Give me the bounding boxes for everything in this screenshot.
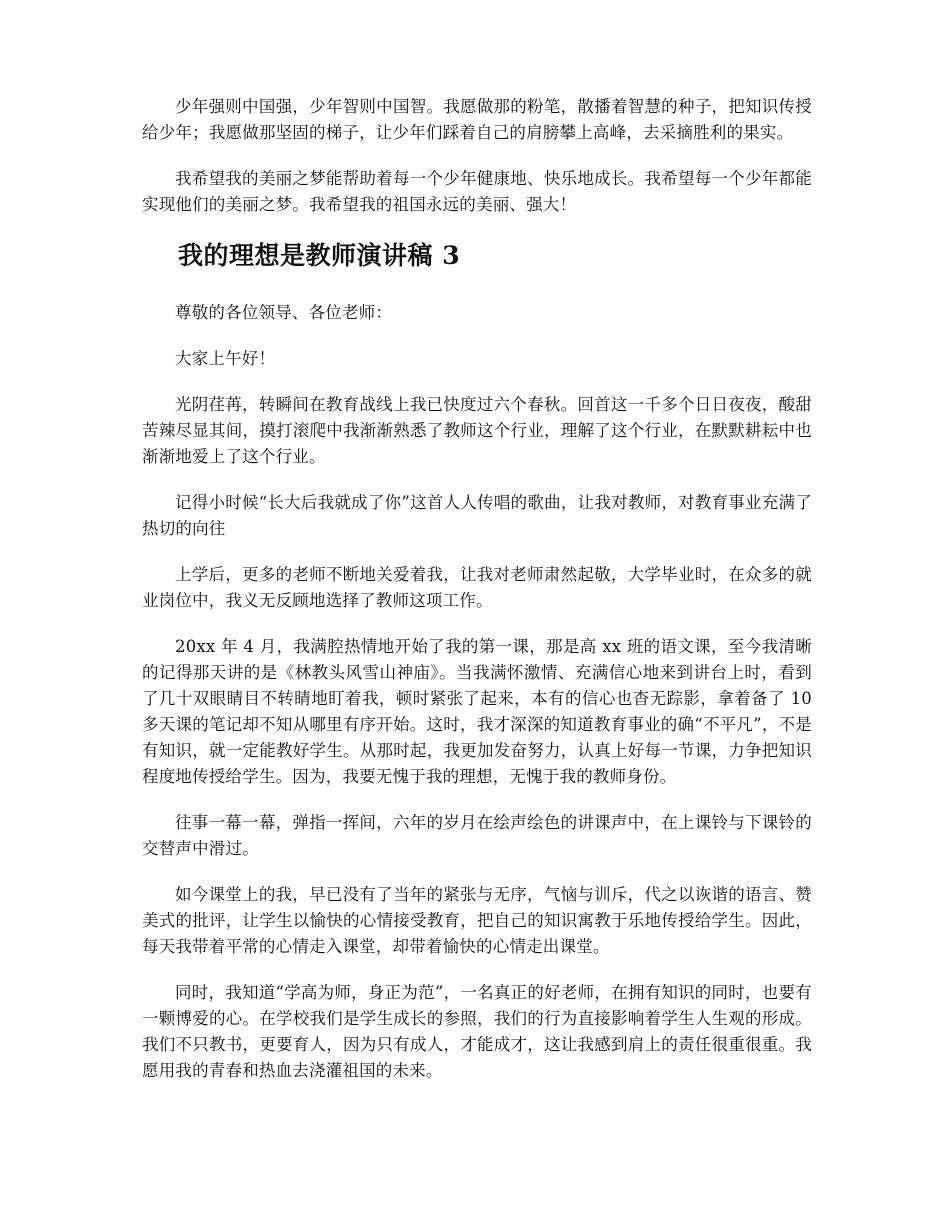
body-paragraph-5: 往事一幕一幕，弹指一挥间，六年的岁月在绘声绘色的讲课声中，在上课铃与下课铃的交替声中滑过。 xyxy=(142,813,812,858)
intro-paragraph-2: 我希望我的美丽之梦能帮助着每一个少年健康地、快乐地成长。我希望每一个少年都能实现他们的美丽之梦。我希望我的祖国永远的美丽、强大！ xyxy=(142,169,812,214)
section-title: 我的理想是教师演讲稿 3 xyxy=(178,241,461,270)
body-paragraph-3: 上学后，更多的老师不断地关爱着我，让我对老师肃然起敬，大学毕业时，在众多的就业岗位中，我义无反顾地选择了教师这项工作。 xyxy=(142,565,812,610)
body-paragraph-7: 同时，我知道“学高为师，身正为范”，一名真正的好老师，在拥有知识的同时，也要有一颗博爱的心。在学校我们是学生成长的参照，我们的行为直接影响着学生人生观的形成。我们不只教书，更要育人，因为只有成人，才能成才，这让我感到肩上的责任很重很重。我愿用我的青春和热血去浇灌祖国的未来。 xyxy=(142,983,812,1080)
body-paragraph-1: 光阴荏苒，转瞬间在教育战线上我已快度过六个春秋。回首这一千多个日日夜夜，酸甜苦辣尽显其间，摸打滚爬中我渐渐熟悉了教师这个行业，理解了这个行业，在默默耕耘中也渐渐地爱上了这个行业。 xyxy=(142,395,812,466)
body-paragraph-6: 如今课堂上的我，早已没有了当年的紧张与无序，气恼与训斥，代之以诙谐的语言、赞美式的批评，让学生以愉快的心情接受教育，把自己的知识寓教于乐地传授给学生。因此，每天我带着平常的心情走入课堂，却带着愉快的心情走出课堂。 xyxy=(142,885,812,956)
document-page xyxy=(142,94,812,1104)
intro-paragraph-1: 少年强则中国强，少年智则中国智。我愿做那的粉笔，散播着智慧的种子，把知识传授给少年；我愿做那坚固的梯子，让少年们踩着自己的肩膀攀上高峰，去采摘胜利的果实。 xyxy=(142,97,812,142)
greeting-paragraph: 大家上午好！ xyxy=(175,349,276,368)
body-paragraph-2: 记得小时候“长大后我就成了你”这首人人传唱的歌曲，让我对教师，对教育事业充满了热切的向往 xyxy=(142,493,812,538)
salutation-paragraph: 尊敬的各位领导、各位老师： xyxy=(175,303,393,322)
body-paragraph-4: 20xx 年 4 月，我满腔热情地开始了我的第一课，那是高 xx 班的语文课，至今我清晰的记得那天讲的是《林教头风雪山神庙》。当我满怀激情、充满信心地来到讲台上时，看到了几十双眼睛目不转睛地盯着我，顿时紧张了起来，本有的信心也杳无踪影，拿着备了 10 多天课的笔记却不知从哪里有序开始。这时，我才深深的知道教育事业的确“不平凡”，不是有知识，就一定能教好学生。从那时起，我更加发奋努力，认真上好每一节课，力争把知识程度地传授给学生。因为，我要无愧于我的理想，无愧于我的教师身份。 xyxy=(142,637,812,786)
